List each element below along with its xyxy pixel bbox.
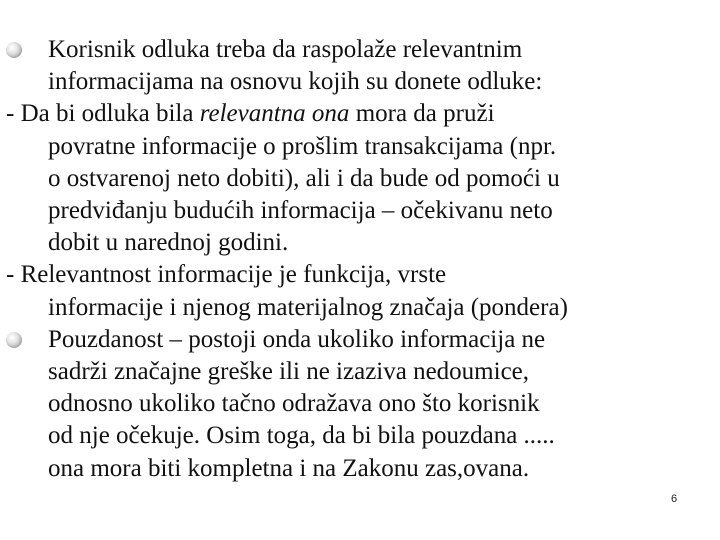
bullet-circle-icon xyxy=(6,332,22,348)
paragraph-4-text-5: ona mora biti kompletna i na Zakonu zas,ovana. xyxy=(48,454,530,482)
paragraph-4-text-4: od nje očekuje. Osim toga, da bi bila pouzdana ..... xyxy=(48,422,555,450)
paragraph-4-line-3 xyxy=(0,388,720,420)
paragraph-2-italic-text: relevantna ona xyxy=(199,100,350,128)
paragraph-2-text-after-italic: mora da pruži xyxy=(349,100,495,128)
paragraph-1-line-2 xyxy=(0,66,720,98)
paragraph-4-line-1 xyxy=(0,324,720,356)
slide-number: 6 xyxy=(670,493,678,505)
paragraph-3-line-2 xyxy=(0,292,720,324)
paragraph-2-line-3 xyxy=(0,163,720,195)
paragraph-2-line-2 xyxy=(0,131,720,163)
paragraph-2-text-2: povratne informacije o prošlim transakcijama (npr. xyxy=(48,132,557,160)
paragraph-3-text-1: - Relevantnost informacije je funkcija, vrste xyxy=(6,261,447,289)
paragraph-4-line-4 xyxy=(0,420,720,452)
bullet-circle-icon xyxy=(6,42,22,58)
paragraph-4-text-1: Pouzdanost – postoji onda ukoliko informacija ne xyxy=(48,325,546,353)
paragraph-4-line-2 xyxy=(0,356,720,388)
paragraph-2-text-5: dobit u narednoj godini. xyxy=(48,229,289,257)
paragraph-2-text-3: o ostvarenoj neto dobiti), ali i da bude od pomoći u xyxy=(48,164,560,192)
paragraph-1-text-2: informacijama na osnovu kojih su donete odluke: xyxy=(48,68,543,96)
paragraph-2-line-5 xyxy=(0,227,720,259)
paragraph-3-text-2: informacije i njenog materijalnog značaja (pondera) xyxy=(48,293,568,321)
paragraph-4-text-2: sadrži značajne greške ili ne izaziva nedoumice, xyxy=(48,358,530,386)
paragraph-1-text-1: Korisnik odluka treba da raspolaže relevantnim xyxy=(48,36,523,63)
paragraph-3-line-1 xyxy=(0,259,720,291)
paragraph-4-text-3: odnosno ukoliko tačno odražava ono što korisnik xyxy=(48,390,540,418)
paragraph-2-line-1 xyxy=(0,98,720,130)
paragraph-2-text-4: predviđanju budućih informacija – očekivanu neto xyxy=(48,197,553,225)
slide-content xyxy=(0,34,720,485)
paragraph-4-line-5 xyxy=(0,453,720,485)
paragraph-2-line-4 xyxy=(0,195,720,227)
paragraph-2-text-before-italic: - Da bi odluka bila xyxy=(6,100,200,128)
paragraph-1-line-1 xyxy=(0,34,720,66)
